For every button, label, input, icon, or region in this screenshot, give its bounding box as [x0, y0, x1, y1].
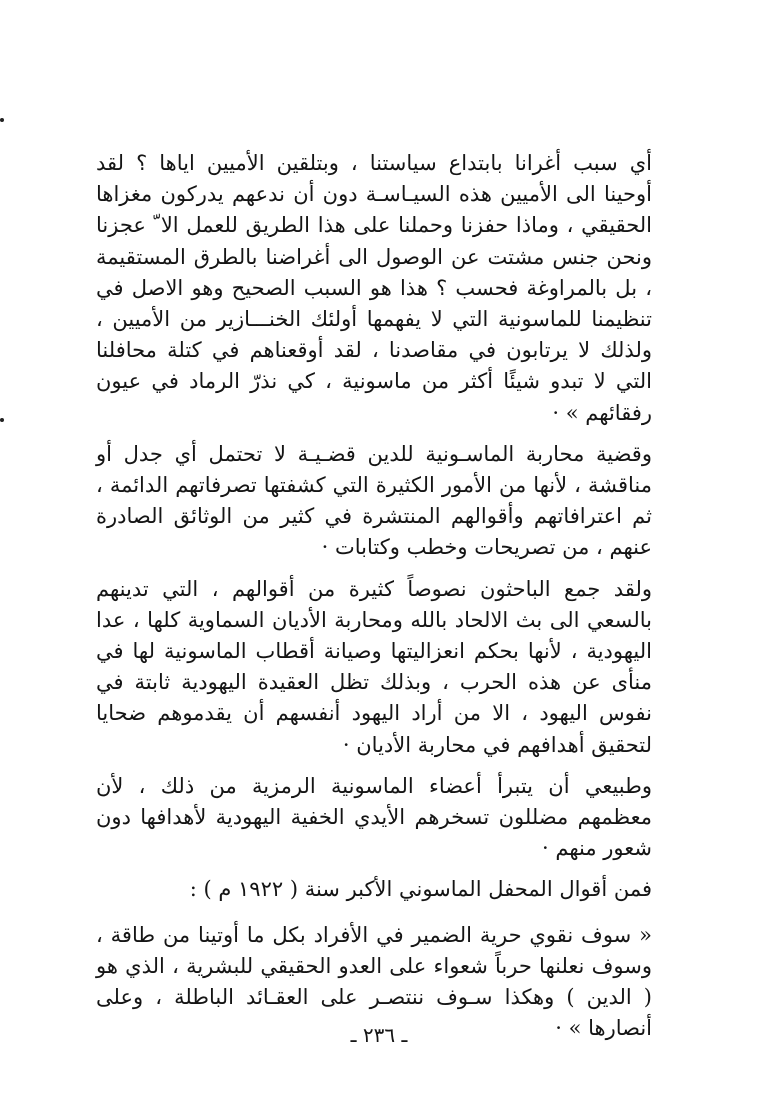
paragraph-researchers: ولقد جمع الباحثون نصوصاً كثيرة من أقوالهم ، التي تدينهم بالسعي الى بث الالحاد بالله ومحاربة الأديان السماوية كلها ، عدا اليهودية ، لأنها بحكم انعزاليتها وصيانة أقطاب الماسونية لها في منأى عن هذه الحرب ، وبذلك تظل العقيدة اليهودية ثابتة في نفوس اليهود ، الا من أراد اليهود أنفسهم أن يقدموهم ضحايا لتحقيق أهدافهم في محاربة الأديان · — [96, 576, 652, 757]
paragraph-grand-lodge-intro: فمن أقوال المحفل الماسوني الأكبر سنة ( ١٩٢٢ م ) : — [189, 877, 652, 902]
paragraph-quote-continuation: أي سبب أغرانا بابتداع سياستنا ، وبتلقين الأميين اياها ؟ لقد أوحينا الى الأميين هذه السيـاسـة دون أن ندعهم يدركون مغزاها الحقيقي ، وماذا حفزنا وحملنا على هذا الطريق للعمل الا ّ عجزنا ونحن جنس مشتت عن الوصول الى أغراضنا بالطرق المستقيمة ، بل بالمراوغة فحسب ؟ هذا هو السبب الصحيح وهو الاصل في تنظيمنا للماسونية التي لا يفهمها أولئك الخنـــازير من الأميين ، ولذلك لا يرتابون في مقاصدنا ، لقد أوقعناهم في كتلة محافلنا التي لا تبدو شيئًا أكثر من ماسونية ، كي نذرّ الرماد في عيون رفقائهم » · — [96, 151, 652, 425]
page-number: ـ ٢٣٦ ـ — [350, 1023, 408, 1047]
paragraph-grand-lodge-quote: « سوف نقوي حرية الضمير في الأفراد بكل ما أوتينا من طاقة ، وسوف نعلنها حرباً شعواء على العدو الحقيقي للبشرية ، الذي هو ( الدين ) وهكذا سـوف ننتصـر على العقـائد الباطلة ، وعلى أنصارها » · — [96, 922, 652, 1041]
paragraph-war-on-religion: وقضية محاربة الماسـونية للدين قضـيـة لا تحتمل أي جدل أو مناقشة ، لأنها من الأمور الكثيرة التي كشفتها تصرفاتهم الدائمة ، ثم اعترافاتهم وأقوالهم المنتشرة في كثير من الوثائق الصادرة عنهم ، من تصريحات وخطب وكتابات · — [96, 441, 652, 560]
body-text — [96, 148, 652, 1044]
margin-mark — [0, 118, 4, 122]
margin-mark — [0, 418, 4, 422]
paragraph-symbolic-masonry: وطبيعي أن يتبرأ أعضاء الماسونية الرمزية من ذلك ، لأن معظمهم مضللون تسخرهم الأيدي الخفية اليهودية لأهدافها دون شعور منهم · — [96, 773, 652, 861]
